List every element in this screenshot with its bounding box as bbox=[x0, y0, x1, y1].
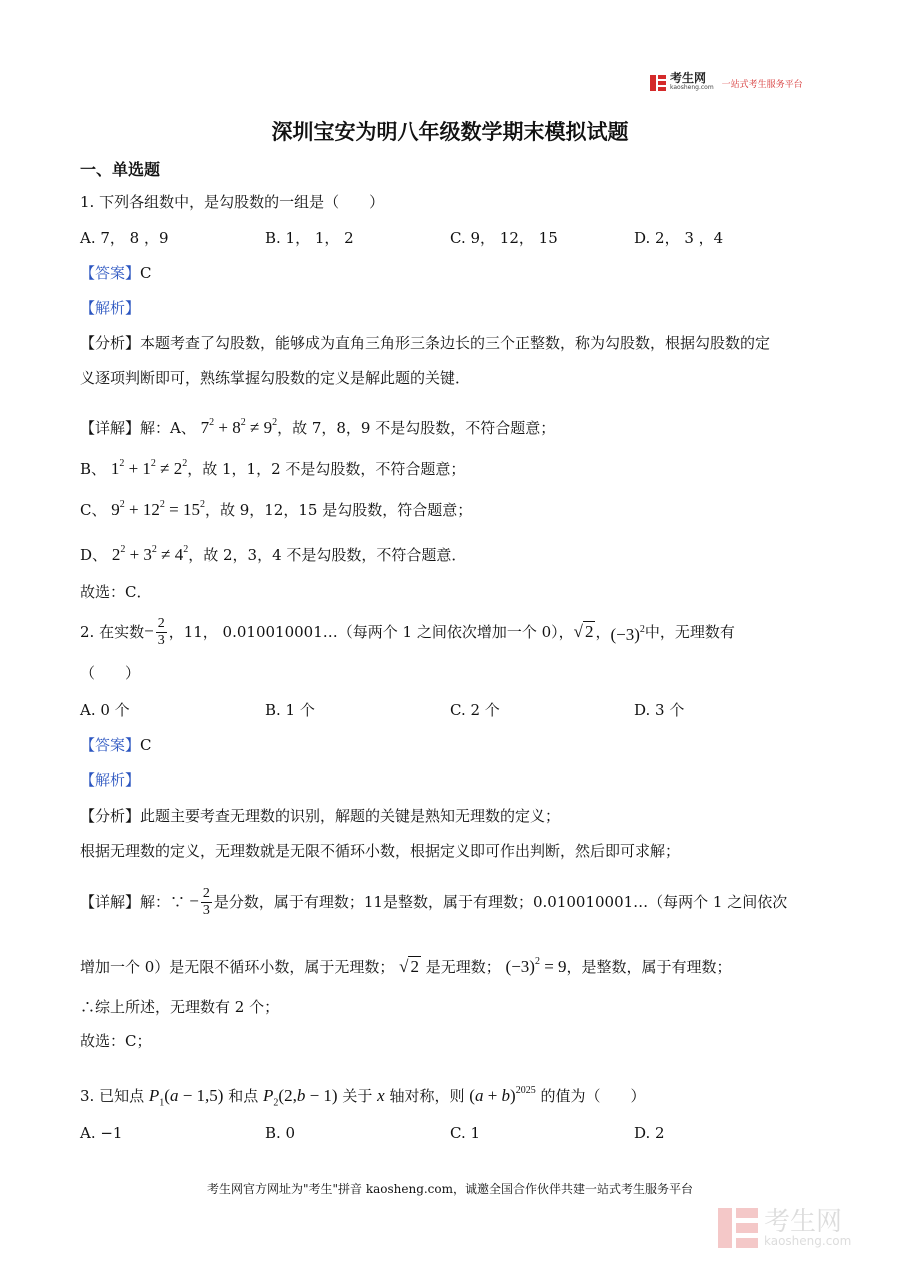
q1-detail-a: 【详解】解：A、 $7^2 + 8^2 \ne 9^2$，故 7，8，9 不是勾股数，不符合题意； bbox=[80, 417, 556, 437]
watermark bbox=[718, 1208, 851, 1248]
detail-tag: 【详解】 bbox=[80, 419, 141, 437]
q2-analysis-tag: 【解析】 bbox=[80, 771, 141, 789]
q3-option-d: D. 2 bbox=[634, 1124, 665, 1142]
q2-option-a: A. 0 个 bbox=[80, 701, 130, 719]
q3-option-a: A. −1 bbox=[80, 1124, 123, 1142]
fenxi-tag: 【分析】 bbox=[80, 334, 141, 352]
q2-detail-line3: ∴综上所述，无理数有 2 个； bbox=[80, 998, 280, 1016]
q2-fenxi-line2: 根据无理数的定义，无理数就是无限不循环小数，根据定义即可作出判断，然后即可求解； bbox=[80, 842, 681, 860]
logo-mark-icon bbox=[650, 75, 666, 91]
q1-fenxi-line1: 【分析】本题考查了勾股数，能够成为直角三角形三条边长的三个正整数，称为勾股数，根据勾股数的定 bbox=[80, 334, 771, 352]
formula-c: $9^2 + 12^2 = 15^2$ bbox=[111, 499, 205, 519]
footer-text: 考生网官方网址为"考生"拼音 kaosheng.com，诚邀全国合作伙伴共建一站式考生服务平台 bbox=[206, 1182, 694, 1196]
formula-neg-frac: − $\frac{2}{3}$ bbox=[144, 615, 165, 648]
answer-tag: 【答案】 bbox=[80, 264, 141, 282]
q1-detail-c: C、 $9^2 + 12^2 = 15^2$，故 9，12，15 是勾股数，符合题意； bbox=[80, 499, 473, 519]
formula-sqrt2: √ 2 bbox=[573, 622, 594, 641]
section-title: 一、单选题 bbox=[80, 160, 161, 179]
formula-a: $7^2 + 8^2 \ne 9^2$ bbox=[200, 417, 278, 437]
q1-option-c: C. 9， 12， 15 bbox=[450, 229, 558, 247]
formula-b: $1^2 + 1^2 \ne 2^2$ bbox=[110, 458, 188, 478]
formula-p1: $P_1(a - 1,5)$ bbox=[148, 1086, 224, 1109]
q2-option-c: C. 2 个 bbox=[450, 701, 500, 719]
q2-stem-paren: （ ） bbox=[80, 664, 141, 682]
watermark-domain: kaosheng.com bbox=[764, 1234, 852, 1248]
q3-stem: 3. 已知点 $P_1(a - 1,5)$ 和点 $P_2(2,b - 1)$ 关于 x 轴对称，则 $(a + b)^{2025}$ 的值为（ ） bbox=[80, 1085, 646, 1109]
formula-x: x bbox=[377, 1086, 385, 1105]
q2-detail-line1: 【详解】 解：∵ − $\frac{2}{3}$ 是分数，属于有理数；11是整数，属于有理数；0.010010001…（每两个 1 之间依次 bbox=[80, 885, 788, 918]
q1-fenxi-line2: 义逐项判断即可，熟练掌握勾股数的定义是解此题的关键． bbox=[80, 369, 471, 387]
watermark-text: 考生网 bbox=[764, 1207, 843, 1237]
formula-p2: $P_2(2,b - 1)$ bbox=[263, 1086, 338, 1109]
q3-option-b: B. 0 bbox=[265, 1124, 296, 1142]
formula-power: $(a + b)^{2025}$ bbox=[469, 1085, 536, 1105]
logo-domain: kaosheng.com bbox=[670, 84, 714, 91]
q1-detail-b: B、 $1^2 + 1^2 \ne 2^2$，故 1，1，2 不是勾股数，不符合题意； bbox=[80, 458, 466, 478]
q2-option-b: B. 1 个 bbox=[265, 701, 315, 719]
q2-option-d: D. 3 个 bbox=[634, 701, 685, 719]
logo-text: 考生网 bbox=[670, 71, 707, 85]
logo-slogan: 一站式考生服务平台 bbox=[721, 79, 803, 90]
q1-detail-d: D、 $2^2 + 3^2 \ne 4^2$，故 2，3，4 不是勾股数，不符合题意． bbox=[80, 544, 467, 564]
answer-value: C bbox=[140, 264, 152, 282]
watermark-logo-icon bbox=[718, 1208, 758, 1248]
q1-option-b: B. 1， 1， 2 bbox=[265, 229, 354, 247]
formula-d: $2^2 + 3^2 \ne 4^2$ bbox=[111, 544, 189, 564]
formula-neg3-squared: $(-3)^2$ bbox=[610, 623, 645, 644]
q1-stem: 1. 下列各组数中，是勾股数的一组是（ ） bbox=[80, 193, 385, 211]
q2-fenxi-line1: 【分析】此题主要考查无理数的识别，解题的关键是熟知无理数的定义； bbox=[80, 807, 561, 825]
q1-option-d: D. 2， 3 ，4 bbox=[634, 229, 724, 247]
q1-answer bbox=[80, 263, 152, 283]
formula-neg-frac-2: − $\frac{2}{3}$ bbox=[185, 885, 210, 918]
q2-conclusion: 故选：C； bbox=[80, 1032, 152, 1050]
site-logo[interactable] bbox=[650, 73, 803, 93]
formula-neg3-squared-eq: $(-3)^2 = 9$ bbox=[505, 956, 567, 976]
document-title: 深圳宝安为明八年级数学期末模拟试题 bbox=[271, 119, 629, 144]
q1-option-a: A. 7， 8 ，9 bbox=[80, 229, 169, 247]
q3-option-c: C. 1 bbox=[450, 1124, 481, 1142]
q2-answer: 【答案】C bbox=[80, 736, 152, 754]
q1-conclusion: 故选：C． bbox=[80, 583, 152, 601]
q2-stem: 2. 在实数 − $\frac{2}{3}$ ，11， 0.010010001…（每两个 1 之间依次增加一个 0）， √ 2 ， $(-3)^2$ 中，无理数有 bbox=[80, 615, 735, 648]
q1-analysis-tag: 【解析】 bbox=[80, 299, 141, 317]
q2-detail-line2: 增加一个 0）是无限不循环小数，属于无理数； √ 2 是无理数； $(-3)^2 = 9$，是整数，属于有理数； bbox=[80, 956, 732, 976]
